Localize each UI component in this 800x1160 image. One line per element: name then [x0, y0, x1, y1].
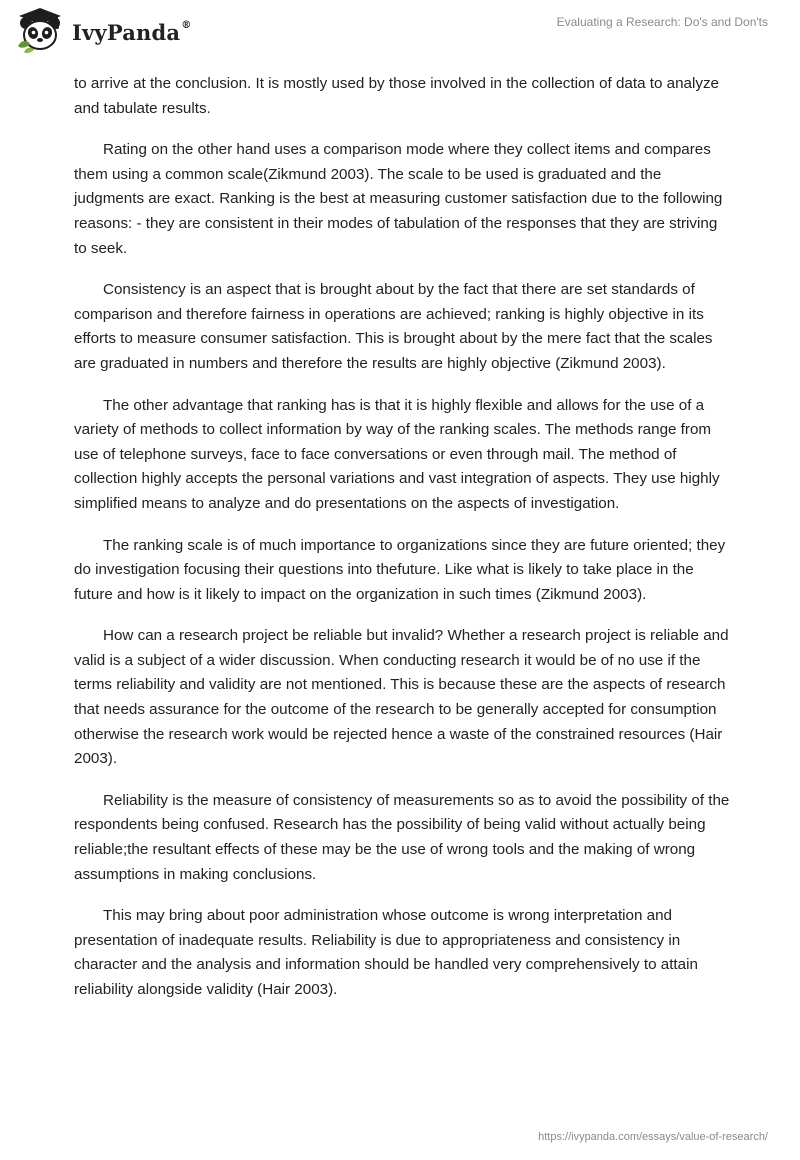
panda-graduate-icon: [14, 6, 66, 54]
document-title: Evaluating a Research: Do's and Don'ts: [556, 15, 768, 29]
essay-body: [74, 72, 734, 1020]
ivypanda-logo[interactable]: [14, 6, 191, 54]
paragraph: to arrive at the conclusion. It is mostly used by those involved in the collection of data to analyze and tabulate results.: [74, 75, 719, 117]
page-header: [0, 0, 800, 66]
paragraph: How can a research project be reliable but invalid? Whether a research project is reliable and valid is a subject of a wider discussion. When conducting research it would be of no use if the terms reliability and validity are not mentioned. This is because these are the aspects of research that needs assurance for the outcome of the research to be generally accepted for consumption otherwise the research work would be rejected hence a waste of the constrained resources (Hair 2003).: [74, 627, 729, 768]
paragraph: Reliability is the measure of consistency of measurements so as to avoid the possibility of the respondents being confused. Research has the possibility of being valid without actually being reliable;the resultant effects of these may be the use of wrong tools and the making of wrong assumptions in making conclusions.: [74, 791, 730, 883]
paragraph: The ranking scale is of much importance to organizations since they are future oriented; they do investigation focusing their questions into thefuture. Like what is likely to take place in the future and how is it likely to impact on the organization in such times (Zikmund 2003).: [74, 536, 726, 603]
logo-wordmark: IvyPanda®: [72, 19, 192, 45]
paragraph: This may bring about poor administration whose outcome is wrong interpretation and presentation of inadequate results. Reliability is due to appropriateness and consistency in character and the analysis and information should be handled very comprehensively to attain reliability alongside validity (Hair 2003).: [74, 907, 698, 998]
source-url[interactable]: https://ivypanda.com/essays/value-of-research/: [538, 1131, 768, 1143]
paragraph: Consistency is an aspect that is brought about by the fact that there are set standards of comparison and therefore fairness in operations are achieved; ranking is highly objective in its efforts to measure consumer satisfaction. This is brought about by the mere fact that the scales are graduated in numbers and therefore the results are highly objective (Zikmund 2003).: [74, 281, 713, 372]
paragraph: The other advantage that ranking has is that it is highly flexible and allows for the use of a variety of methods to collect information by way of the ranking scales. The methods range from use of telephone surveys, face to face conversations or even through mail. The method of collection highly accepts the personal variations and vast integration of aspects. They use highly simplified means to analyze and do presentations on the aspects of investigation.: [74, 396, 720, 512]
paragraph: Rating on the other hand uses a comparison mode where they collect items and compares them using a common scale(Zikmund 2003). The scale to be used is graduated and the judgments are exact. Ranking is the best at measuring customer satisfaction due to the following reasons: - they are consistent in their modes of tabulation of the responses that they are striving to seek.: [74, 141, 723, 257]
